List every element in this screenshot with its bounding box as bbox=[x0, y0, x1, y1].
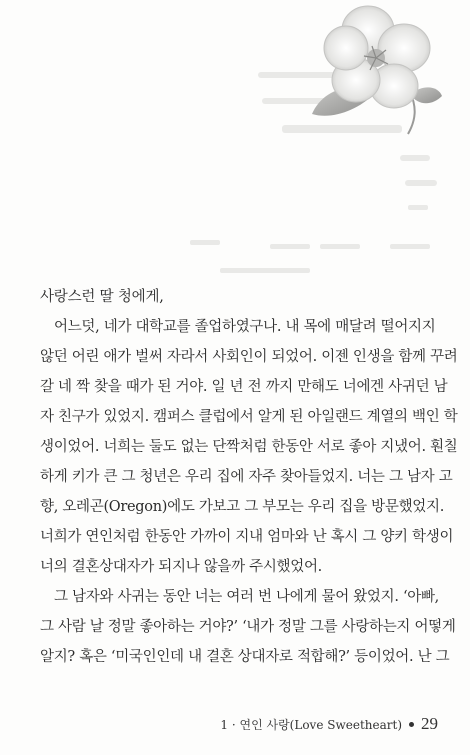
text-line: 어느덧, 네가 대학교를 졸업하였구나. 내 목에 매달려 떨어지지 bbox=[54, 319, 436, 335]
bullet-icon bbox=[409, 722, 414, 727]
text-line: 않던 어린 애가 벌써 자라서 사회인이 되었어. 이젠 인생을 함께 꾸려 bbox=[40, 349, 458, 365]
text-line: 그 사람 날 정말 좋아하는 거야?’ ‘내가 정말 그를 사랑하는지 어떻게 bbox=[40, 619, 456, 635]
text-line: 너희가 연인처럼 한동안 가까이 지내 엄마와 난 혹시 그 양키 학생이 bbox=[40, 529, 454, 545]
text-line: 너의 결혼상대자가 되지나 않을까 주시했었어. bbox=[40, 559, 322, 575]
chapter-title: 1 · 연인 사랑(Love Sweetheart) bbox=[220, 718, 402, 732]
paragraph-2 bbox=[40, 582, 456, 672]
page-footer bbox=[220, 714, 438, 734]
text-line: 향, 오레곤(Oregon)에도 가보고 그 부모는 우리 집을 방문했었지. bbox=[40, 499, 444, 515]
page-number: 29 bbox=[421, 714, 438, 733]
text-line: 자 친구가 있었지. 캠퍼스 클럽에서 알게 된 아일랜드 계열의 백인 학 bbox=[40, 409, 458, 425]
text-line: 그 남자와 사귀는 동안 너는 여러 번 나에게 물어 왔었지. ‘아빠, bbox=[54, 589, 439, 605]
salutation: 사랑스런 딸 청에게, bbox=[40, 289, 164, 305]
text-line: 생이었어. 너희는 둘도 없는 단짝처럼 한동안 서로 좋아 지냈어. 훤칠 bbox=[40, 439, 458, 455]
flower-icon bbox=[292, 2, 442, 142]
text-line: 알지? 혹은 ‘미국인인데 내 결혼 상대자로 적합해?’ 등이었어. 난 그 bbox=[40, 649, 450, 665]
paragraph-1 bbox=[40, 312, 458, 582]
text-line: 하게 키가 큰 그 청년은 우리 집에 자주 찾아들었지. 너는 그 남자 고 bbox=[40, 469, 453, 485]
text-line: 갈 네 짝 찾을 때가 된 거야. 일 년 전 까지 만해도 너에겐 사귀던 남 bbox=[40, 379, 448, 395]
letter-body bbox=[40, 282, 458, 672]
